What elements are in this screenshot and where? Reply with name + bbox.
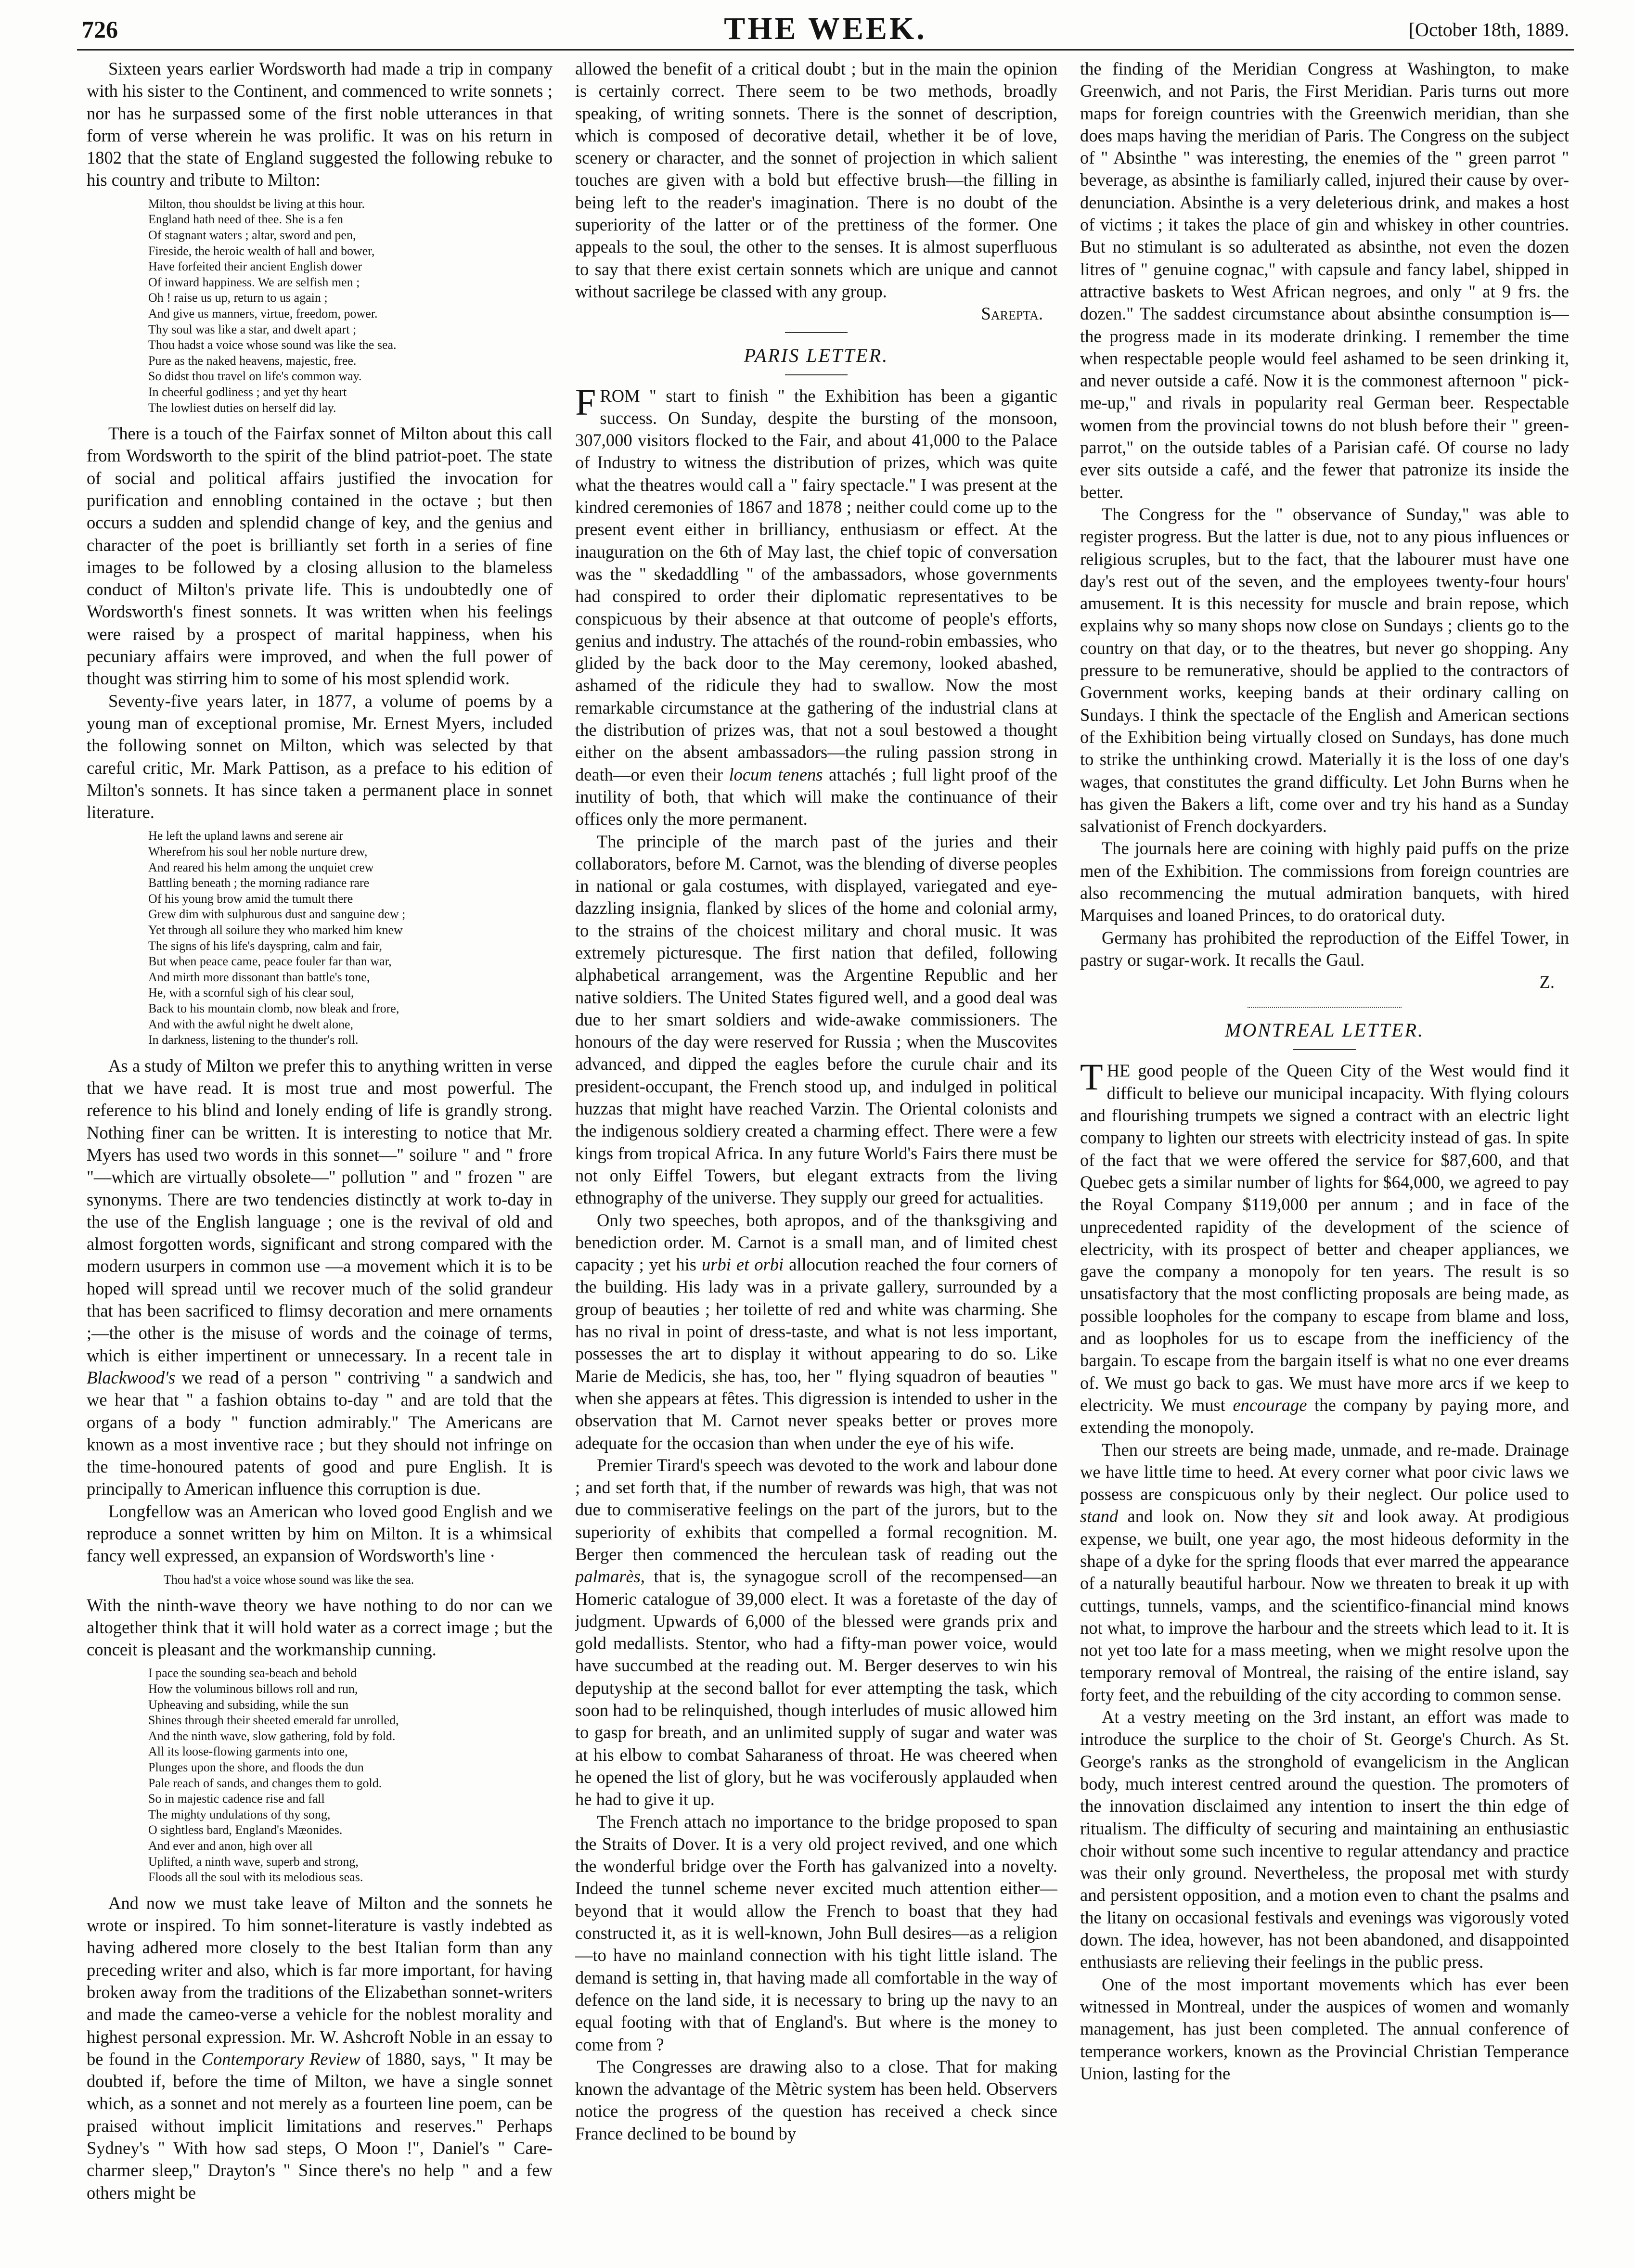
poem-line: How the voluminous billows roll and run, — [148, 1682, 358, 1696]
paragraph: Longfellow was an American who loved good English and we reproduce a sonnet written by him on Milton. It is a whimsical fancy well expressed, an expansion of Wordsworth's line · — [87, 1501, 553, 1566]
poem-line: Of his young brow amid the tumult there — [148, 891, 353, 906]
newspaper-title: THE WEEK. — [724, 11, 927, 46]
poem-line: Upheaving and subsiding, while the sun — [148, 1697, 348, 1712]
poem-line: Oh ! raise us up, return to us again ; — [148, 291, 328, 305]
paragraph: Only two speeches, both apropos, and of the thanksgiving and benediction order. M. Carnot is a small man, and of limited chest capacity ; yet his urbi et orbi allocution reached the four corners of the building. His lady was in a private gallery, surrounded by a group of beauties ; her toilette of red and white was charming. She has no rival in point of dress-taste, and what is not less important, possesses the art to display it without appearing to do so. Like Marie de Medicis, she has, too, her " flying squadron of beauties " when she appears at fêtes. This digression is intended to usher in the observation that M. Carnot never speaks better or proves more adequate for the occasion than when under the eye of his wife. — [575, 1210, 1057, 1453]
paragraph: The journals here are coining with highly paid puffs on the prize men of the Exhibition. The commissions from foreign countries are also recommencing the mutual admiration banquets, with hired Marquises and loaned Princes, to do oratorical duty. — [1080, 838, 1569, 925]
paragraph: The Congresses are drawing also to a close. That for making known the advantage of the Mètric system has been held. Observers notice the progress of the question has received a check since France declined to be bound by — [575, 2056, 1057, 2143]
paragraph: Sixteen years earlier Wordsworth had made a trip in company with his sister to the Continent, and commenced to write sonnets ; nor has he surpassed some of the first noble utterances in that form of verse wherein he was prolific. It was on his return in 1802 that the state of England suggested the following rebuke to his country and tribute to Milton: — [87, 59, 553, 190]
paragraph: With the ninth-wave theory we have nothing to do nor can we altogether think that it will hold water as a correct image ; but the conceit is pleasant and the workmanship cunning. — [87, 1595, 553, 1660]
paragraph: THE good people of the Queen City of the West would find it difficult to believe our municipal incapacity. With flying colours and flourishing trumpets we signed a contract with an electric light company to lighten our streets with electricity instead of gas. In spite of the fact that we were offered the service for $87,600, and that Quebec gets a similar number of lights for $64,000, we agreed to pay the Royal Company $119,000 per annum ; and in face of the unprecedented rapidity of the development of the science of electricity, with its prospect of better and cheaper appliances, we gave the company a monopoly for ten years. The result is so unsatisfactory that the most conflicting proposals are being made, as possible loopholes for the company to escape from blame and loss, and as loopholes for us to escape from the inefficiency of the bargain. To escape from the bargain itself is what no one ever dreams of. We must go back to gas. We must have more arcs if we keep to electricity. We must encourage the company by paying more, and extending the monopoly. — [1080, 1056, 1569, 1437]
paragraph: allowed the benefit of a critical doubt ; but in the main the opinion is certainly correct. There seem to be two methods, broadly speaking, of writing sonnets. There is the sonnet of description, which is composed of decorative detail, whether it be of love, scenery or character, and the sonnet of projection in which salient touches are given with a bold but effective brush—the filling in being left to the reader's imagination. There is no doubt of the superiority of the latter or of the prettiness of the former. One appeals to the soul, the other to the senses. It is almost superfluous to say that there exist certain sonnets which are unique and cannot without sacrilege be classed with any group. — [575, 59, 1057, 301]
poem-line: Of stagnant waters ; altar, sword and pen, — [148, 228, 356, 242]
poem-line: Of inward happiness. We are selfish men ; — [148, 275, 360, 289]
poem-line: But when peace came, peace fouler far than war, — [148, 954, 392, 969]
poem-line: Pure as the naked heavens, majestic, free. — [148, 353, 357, 368]
poem-line: Thou hadst a voice whose sound was like the sea. — [148, 338, 397, 352]
myers-sonnet — [148, 828, 553, 1048]
header-rule — [77, 49, 1574, 51]
paragraph: FROM " start to finish " the Exhibition has been a gigantic success. On Sunday, despite the bursting of the monsoon, 307,000 visitors flocked to the Fair, and about 41,000 to the Palace of Industry to witness the distribution of prizes, which was quite what the theatres would call a " fairy spectacle." I was present at the kindred ceremonies of 1867 and 1878 ; neither could come up to the present event either in brilliancy, enthusiasm or effect. At the inauguration on the 6th of May last, the chief topic of conversation was the " skedaddling " of the ambassadors, whose governments had conspired to order their diplomatic representatives to be conspicuous by their absence at that outcome of people's efforts, genius and industry. The attachés of the round-robin embassies, who glided by the back door to the May ceremony, looked abashed, ashamed of the ridicule they had to swallow. Now the most remarkable circumstance at the gathering of the industrial clans at the distribution of prizes was, that not a soul bestowed a thought either on the absent ambassadors—the ruling passion strong in death—or even their locum tenens attachés ; full light proof of the inutility of both, that which will make the continuance of their offices only the more permanent. — [575, 381, 1057, 829]
poem-line: In cheerful godliness ; and yet thy heart — [148, 384, 347, 399]
paragraph: There is a touch of the Fairfax sonnet of Milton about this call from Wordsworth to the spirit of the blind patriot-poet. The state of social and political affairs justified the invocation for purification and ennobling contained in the octave ; but then occurs a sudden and splendid change of key, and the genius and character of the poet is brilliantly set forth in a series of fine images to be followed by a closing allusion to the blameless conduct of Milton's private life. This is undoubtedly one of Wordsworth's finest sonnets. It was written when his feelings were raised by a prospect of marital happiness, when his pecuniary affairs were improved, and when the full power of thought was stirring him to some of his most splendid work. — [87, 423, 553, 689]
issue-date: [October 18th, 1889. — [1408, 19, 1569, 40]
poem-line: Have forfeited their ancient English dower — [148, 259, 362, 274]
paragraph: The principle of the march past of the juries and their collaborators, before M. Carnot, was the blending of diverse peoples in national or gala costumes, with displayed, variegated and eye-dazzling insignia, flanked by slices of the home and colonial army, to the strains of the choicest military and choral music. It was extremely picturesque. The first nation that defiled, following alphabetical arrangement, was the Argentine Republic and her native soldiers. The United States figured well, and a good deal was due to her smart soldiers and wide-awake commissioners. The honours of the day were reserved for Russia ; when the Muscovites advanced, and dipped the eagles before the curule chair and its president-occupant, the French stood up, and indulged in political huzzas that might have reached Varzin. The Oriental colonists and the indigenous soldiery created a charming effect. There were a few kings from tropical Africa. In any future World's Fairs there must be not only Eiffel Towers, but elegant extracts from the living ethnography of the universe. They supply our greed for actualities. — [575, 831, 1057, 1208]
paragraph: Then our streets are being made, unmade, and re-made. Drainage we have little time to heed. At every corner what poor civic laws we possess are conspicuous only by their neglect. Our police used to stand and look on. Now they sit and look away. At prodigious expense, we built, one year ago, the most hideous deformity in the shape of a dyke for the spring floods that ever marred the appearance of a naturally beautiful harbour. Now we threaten to break it up with cuttings, tunnels, vamps, and the scientifico-financial mind knows not what, to improve the harbour and the streets which lead to it. It is not yet too late for a mass meeting, when we might resolve upon the temporary removal of Montreal, the raising of the entire island, say forty feet, and the rebuilding of the city according to common sense. — [1080, 1439, 1569, 1704]
poem-line: And ever and anon, high over all — [148, 1839, 313, 1853]
masthead — [82, 11, 1569, 49]
poem-line: Pale reach of sands, and changes them to gold. — [148, 1776, 382, 1790]
paragraph: The French attach no importance to the bridge proposed to span the Straits of Dover. It is a very old project revived, and one which the wonderful bridge over the Forth has galvanized into a novelty. Indeed the tunnel scheme never excited much attention either—beyond that it would allow the French to boast that they had constructed it, as it is well-known, John Bull desires—as a religion—to have no mainland connection with his tight little island. The demand is setting in, that having made all comfortable in the way of defence on the land side, it is necessary to bring up the navy to an equal footing with that of England's. But where is the money to come from ? — [575, 1811, 1057, 2054]
paragraph: The Congress for the " observance of Sunday," was able to register progress. But the latter is due, not to any pious influences or religious scruples, but to the fact, that the labourer must have one day's rest out of the seven, and the employees twenty-four hours' amusement. It is this necessity for muscle and brain repose, which explains why so many shops now close on Sundays ; clients go to the country on that day, or to the theatres, but never go shopping. Any pressure to be remunerative, should be applied to the contractors of Government works, keeping bands at their ordinary calling on Sundays. I think the spectacle of the English and American sections of the Exhibition being virtually closed on Sundays, has done much to strike the unthinking crowd. Materially it is the loss of one day's wages, that constitutes the grand difficulty. Let John Burns when he has given the Bakers a lift, come over and try his hand as a Sunday salvationist of French dockyarders. — [1080, 504, 1569, 836]
column-2 — [575, 58, 1057, 2257]
longfellow-sonnet — [148, 1666, 553, 1885]
column-1 — [87, 58, 553, 2257]
paragraph: As a study of Milton we prefer this to anything written in verse that we have read. It is most true and most powerful. The reference to his blind and lonely ending of life is grandly strong. Nothing finer can be written. It is interesting to notice that Mr. Myers has used two words in this sonnet—" soilure " and " frore "—which are virtually obsolete—" pollution " and " frozen " are synonyms. There are two tendencies distinctly at work to-day in the use of the English language ; one is the revival of old and almost forgotten words, significant and strong compared with the modern usurpers in common use —a movement which it is to be hoped will spread until we recover much of the solid grandeur that has been sacrificed to flimsy decoration and mere ornaments ;—the other is the misuse of words and the coinage of terms, which is either impertinent or unnecessary. In a recent tale in Blackwood's we read of a person " contriving " a sandwich and we hear that " a fashion obtains to-day " and are told that the organs of a body " function admirably." The Americans are known as a most inventive race ; but they should not infringe on the time-honoured patents of good and pure English. It is principally to American influence this corruption is due. — [87, 1055, 553, 1499]
poem-line: The signs of his life's dayspring, calm and fair, — [148, 938, 382, 953]
signature: Sarepta. — [981, 304, 1043, 324]
poem-line: Battling beneath ; the morning radiance rare — [148, 876, 370, 890]
page-number: 726 — [82, 16, 118, 43]
paragraph: Premier Tirard's speech was devoted to the work and labour done ; and set forth that, if the number of rewards was high, that was not due to commiserative feelings on the part of the jurors, but to the superiority of exhibits that compelled a formal recognition. M. Berger then commenced the herculean task of reading out the palmarès, that is, the synagogue scroll of the recompensed—an Homeric catalogue of 39,000 elect. It was a foretaste of the day of judgment. Upwards of 6,000 of the blessed were grands prix and gold medallists. Stentor, who had a fifty-man power voice, would have succumbed at the reading out. M. Berger deserves to win his deputyship at the second ballot for ever attempting the task, which soon had to be relinquished, though interludes of music allowed him to gasp for breath, and an unlimited supply of sugar and water was at his elbow to combat Saharaness of throat. He was cheered when he opened the list of glory, but he was vociferously applauded when he had to give it up. — [575, 1455, 1057, 1809]
poem-line: So in majestic cadence rise and fall — [148, 1792, 325, 1806]
poem-line: All its loose-flowing garments into one, — [148, 1744, 348, 1759]
poem-line: He, with a scornful sigh of his clear soul, — [148, 986, 354, 1000]
paragraph: One of the most important movements which has ever been witnessed in Montreal, under the auspices of women and womanly management, has just been completed. The annual conference of temperance workers, known as the Provincial Christian Temperance Union, lasting for the — [1080, 1974, 1569, 2083]
poem-line: The lowliest duties on herself did lay. — [148, 400, 336, 415]
drop-cap: T — [1080, 1056, 1103, 1098]
column-3 — [1080, 58, 1569, 2257]
paragraph: the finding of the Meridian Congress at Washington, to make Greenwich, and not Paris, the First Meridian. Paris turns out more maps for foreign countries with the Greenwich meridian, than she does maps having the meridian of Paris. The Congress on the subject of " Absinthe " was interesting, the enemies of the " green parrot " beverage, as absinthe is familiarly called, injured their cause by over-denunciation. Absinthe is a very deleterious drink, and makes a host of victims ; it takes the place of gin and whiskey in other countries. But no stimulant is so adulterated as absinthe, not even the dozen litres of " genuine cognac," with capsule and fancy label, shipped in attractive baskets to West African negroes, and only " at 9 frs. the dozen." The saddest circumstance about absinthe consumption is—the progress made in its moderate drinking. I remember the time when respectable people would feel ashamed to be seen drinking it, and never outside a café. Now it is the commonest afternoon " pick-me-up," and rivals in popularity real German beer. Respectable women from the provincial towns do not blush before their " green-parrot," on the outside tables of a Parisian café. Of course no lady ever sits outside a café, and the fewer that patronize its inside the better. — [1080, 59, 1569, 502]
poem-line: Grew dim with sulphurous dust and sanguine dew ; — [148, 907, 406, 922]
poem-line: So didst thou travel on life's common way. — [148, 369, 362, 384]
poem-line: O sightless bard, England's Mæonides. — [148, 1823, 343, 1837]
section-heading: MONTREAL LETTER. — [1225, 1019, 1424, 1041]
paragraph: Seventy-five years later, in 1877, a volume of poems by a young man of exceptional promise, Mr. Ernest Myers, included the following sonnet on Milton, which was selected by that careful critic, Mr. Mark Pattison, as a preface to his edition of Milton's sonnets. It has since taken a permanent place in sonnet literature. — [87, 691, 553, 822]
section-rule — [1293, 1049, 1356, 1050]
poem-line: England hath need of thee. She is a fen — [148, 212, 344, 227]
poem-line: And reared his helm among the unquiet crew — [148, 860, 374, 874]
poem-line: Uplifted, a ninth wave, superb and strong, — [148, 1854, 359, 1869]
poem-line: Yet through all soilure they who marked him knew — [148, 923, 403, 937]
poem-line: Thy soul was like a star, and dwelt apart ; — [148, 322, 357, 336]
poem-line: And give us manners, virtue, freedom, power. — [148, 306, 378, 320]
paragraph: And now we must take leave of Milton and the sonnets he wrote or inspired. To him sonnet-literature is vastly indebted as having adhered more closely to the best Italian form than any preceding writer and also, which is far more important, for having broken away from the traditions of the Elizabethan sonnet-writers and made the cameo-verse a vehicle for the noblest morality and highest personal expression. Mr. W. Ashcroft Noble in an essay to be found in the Contemporary Review of 1880, says, " It may be doubted if, before the time of Milton, we have a single sonnet which, as a sonnet and not merely as a fourteen line poem, can be praised without implicit limitations and reserves." Perhaps Sydney's " With how sad steps, O Moon !", Daniel's " Care-charmer sleep," Drayton's " Since there's no help " and a few others might be — [87, 1893, 553, 2203]
section-rule — [785, 374, 848, 375]
poem-line: Back to his mountain clomb, now bleak and frore, — [148, 1001, 399, 1015]
drop-cap: F — [575, 381, 596, 423]
poem-line: And mirth more dissonant than battle's tone, — [148, 970, 370, 984]
signature: Z. — [1539, 972, 1555, 992]
section-rule — [785, 332, 848, 333]
poem-line: And with the awful night he dwelt alone, — [148, 1017, 354, 1031]
paragraph: Germany has prohibited the reproduction of the Eiffel Tower, in pastry or sugar-work. It recalls the Gaul. — [1080, 927, 1569, 970]
poem-line: Wherefrom his soul her noble nurture drew, — [148, 845, 368, 859]
quoted-line: Thou had'st a voice whose sound was like the sea. — [164, 1572, 414, 1587]
poem-line: He left the upland lawns and serene air — [148, 829, 344, 843]
poem-line: Fireside, the heroic wealth of hall and bower, — [148, 243, 375, 258]
poem-line: I pace the sounding sea-beach and behold — [148, 1666, 357, 1680]
poem-line: And the ninth wave, slow gathering, fold by fold. — [148, 1729, 396, 1743]
poem-line: The mighty undulations of thy song, — [148, 1807, 331, 1821]
poem-line: Plunges upon the shore, and floods the dun — [148, 1760, 364, 1775]
poem-line: In darkness, listening to the thunder's roll. — [148, 1033, 359, 1047]
paragraph: At a vestry meeting on the 3rd instant, an effort was made to introduce the surplice to the choir of St. George's Church. As St. George's ranks as the stronghold of evangelicism in the Anglican body, much interest centred around the question. The promoters of the innovation disclaimed any intention to insert the thin edge of ritualism. The difficulty of securing and maintaining an enthusiastic choir without some such incentive to regular attendancy and practice was their only ground. Nevertheless, the proposal met with sturdy and persistent opposition, and a motion even to chant the psalms and the litany on occasional festivals and evenings was vigorously voted down. The idea, however, has not been abandoned, and disappointed enthusiasts are relieving their feelings in the public press. — [1080, 1707, 1569, 1972]
section-heading: PARIS LETTER. — [744, 344, 889, 366]
wordsworth-sonnet — [148, 196, 553, 416]
poem-line: Milton, thou shouldst be living at this hour. — [148, 196, 365, 211]
section-rule — [1248, 1007, 1402, 1008]
poem-line: Floods all the soul with its melodious seas. — [148, 1870, 363, 1884]
poem-line: Shines through their sheeted emerald far unrolled, — [148, 1713, 399, 1728]
